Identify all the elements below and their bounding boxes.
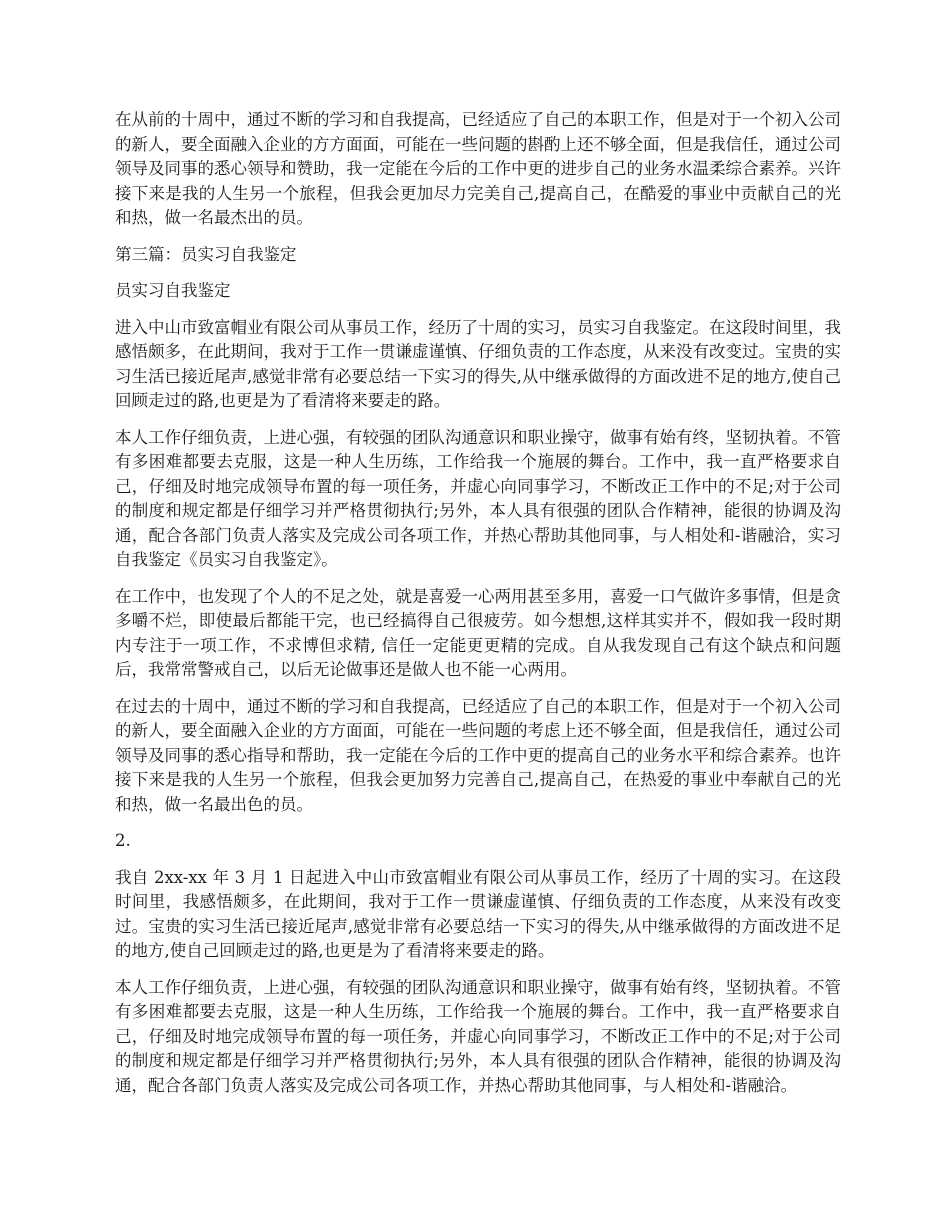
section-subtitle: 员实习自我鉴定 bbox=[115, 281, 231, 300]
paragraph-work-attitude-2: 本人工作仔细负责，上进心强，有较强的团队沟通意识和职业操守，做事有始有终，坚韧执着。不管有多困难都要去克服，这是一种人生历练，工作给我一个施展的舞台。工作中，我一直严格要求自己，仔细及时地完成领导布置的每一项任务，并虚心向同事学习，不断改正工作中的不足;对于公司的制度和规定都是仔细学习并严格贯彻执行;另外，本人具有很强的团队合作精神，能很的协调及沟通，配合各部门负责人落实及完成公司各项工作，并热心帮助其他同事，与人相处和-谐融洽。 bbox=[115, 977, 841, 1095]
document-page bbox=[115, 108, 841, 1110]
paragraph-shortcomings: 在工作中，也发现了个人的不足之处，就是喜爱一心两用甚至多用，喜爱一口气做许多事情，但是贪多嚼不烂，即使最后都能干完，也已经搞得自己很疲劳。如今想想,这样其实并不，假如我一段时期内专注于一项工作，不求博但求精, 信任一定能更更精的完成。自从我发现自己有这个缺点和问题后，我常常警戒自己，以后无论做事还是做人也不能一心两用。 bbox=[115, 586, 841, 679]
paragraph-internship-intro: 进入中山市致富帽业有限公司从事员工作，经历了十周的实习，员实习自我鉴定。在这段时间里，我感悟颇多，在此期间，我对于工作一贯谦虚谨慎、仔细负责的工作态度，从来没有改变过。宝贵的实习生活已接近尾声,感觉非常有必要总结一下实习的得失,从中继承做得的方面改进不足的地方,使自己回顾走过的路,也更是为了看清将来要走的路。 bbox=[115, 317, 841, 410]
paragraph-conclusion: 在过去的十周中，通过不断的学习和自我提高，已经适应了自己的本职工作，但是对于一个初入公司的新人，要全面融入企业的方方面面，可能在一些问题的考虑上还不够全面，但是我信任，通过公司领导及同事的悉心指导和帮助，我一定能在今后的工作中更的提高自己的业务水平和综合素养。也许接下来是我的人生另一个旅程，但我会更加努力完善自己,提高自己，在热爱的事业中奉献自己的光和热，做一名最出色的员。 bbox=[115, 696, 841, 814]
paragraph-intro-summary: 在从前的十周中，通过不断的学习和自我提高，已经适应了自己的本职工作，但是对于一个初入公司的新人，要全面融入企业的方方面面，可能在一些问题的斟酌上还不够全面，但是我信任，通过公司领导及同事的悉心领导和赞助，我一定能在今后的工作中更的进步自己的业务水温柔综合素养。兴许接下来是我的人生另一个旅程，但我会更加尽力完美自己,提高自己，在酷爱的事业中贡献自己的光和热，做一名最杰出的员。 bbox=[115, 110, 841, 227]
section-number: 2. bbox=[115, 831, 131, 850]
section-heading: 第三篇：员实习自我鉴定 bbox=[115, 244, 297, 264]
paragraph-work-attitude: 本人工作仔细负责，上进心强，有较强的团队沟通意识和职业操守，做事有始有终，坚韧执着。不管有多困难都要去克服，这是一种人生历练，工作给我一个施展的舞台。工作中，我一直严格要求自己，仔细及时地完成领导布置的每一项任务，并虚心向同事学习，不断改正工作中的不足;对于公司的制度和规定都是仔细学习并严格贯彻执行;另外，本人具有很强的团队合作精神，能很的协调及沟通，配合各部门负责人落实及完成公司各项工作，并热心帮助其他同事，与人相处和-谐融洽，实习自我鉴定《员实习自我鉴定》。 bbox=[115, 427, 841, 569]
paragraph-internship-start: 我自 2xx-xx 年 3 月 1 日起进入中山市致富帽业有限公司从事员工作，经历了十周的实习。在这段时间里，我感悟颇多，在此期间，我对于工作一贯谦虚谨慎、仔细负责的工作态度，从来没有改变过。宝贵的实习生活已接近尾声,感觉非常有必要总结一下实习的得失,从中继承做得的方面改进不足的地方,使自己回顾走过的路,也更是为了看清将来要走的路。 bbox=[115, 867, 841, 960]
